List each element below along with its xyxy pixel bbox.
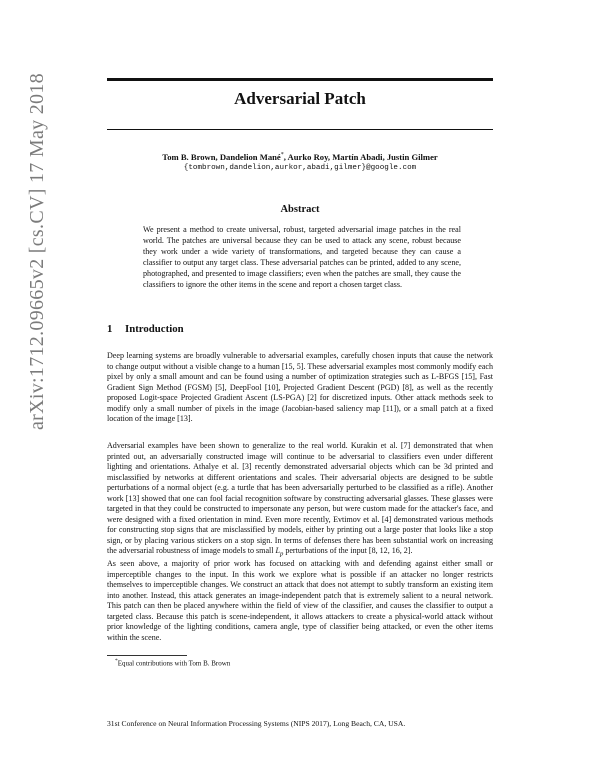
author-emails: {tombrown,dandelion,aurkor,abadi,gilmer}@google.com	[183, 164, 417, 172]
abstract-text: We present a method to create universal, robust, targeted adversarial image patches in the real world. The patches are universal because they can be used to attack any scene, robust because they work under a wide variety of transformations, and targeted because they can cause a classifier to output any target class. These adversarial patches can be printed, added to any scene, photographed, and presented to image classifiers; even when the patches are small, they cause the classifiers to ignore the other items in the scene and report a chosen target class.	[143, 225, 461, 289]
arxiv-stamp: arXiv:1712.09665v2 [cs.CV] 17 May 2018	[26, 73, 48, 430]
authors-first: Tom B. Brown, Dandelion Mané	[162, 152, 281, 162]
footnote	[115, 658, 230, 667]
author-footnote-mark: *	[280, 152, 284, 159]
paragraph-2-end: perturbations of the input [8, 12, 16, 2].	[283, 546, 413, 555]
section-heading	[107, 323, 184, 335]
lp-norm-symbol: L	[275, 546, 280, 555]
section-title: Introduction	[125, 323, 184, 335]
intro-paragraph-1: Deep learning systems are broadly vulnerable to adversarial examples, carefully chosen inputs that cause the network to change output without a visible change to a human [15, 5]. These adversarial examples most commonly modify each pixel by only a small amount and can be found using a number of optimization strategies such as L-BFGS [15], Fast Gradient Sign Method (FGSM) [5], DeepFool [10], Projected Gradient Descent (PGD) [8], as well as the recently proposed Logit-space Projected Gradient Ascent (LS-PGA) [2] for discretized inputs. Other attack methods seek to modify only a small number of pixels in the image (Jacobian-based saliency map [11]), or a small patch at a fixed location of the image [13].	[107, 351, 493, 423]
author-list	[0, 152, 600, 162]
footnote-mark: *	[115, 658, 118, 664]
paragraph-2-text: Adversarial examples have been shown to generalize to the real world. Kurakin et al. [7] demonstrated that when printed out, an adversarially constructed image will continue to be adversarial to classifiers even under different lighting and orientations. Athalye et al. [3] recently demonstrated adversarial objects which can be 3d printed and misclassified by networks at different orientations and scales. Their adversarial objects are designed to be subtle perturbations of a normal object (e.g. a turtle that has been adversarially perturbed to be classified as a rifle). Another work [13] showed that one can fool facial recognition software by constructing adversarial glasses. These glasses were targeted in that they could be constructed to impersonate any person, but were custom made for the attacker's face, and were designed with a fixed orientation in mind. Even more recently, Evtimov et al. [4] demonstrated various methods for constructing stop signs that are misclassified by models, either by printing out a large poster that looks like a stop sign, or by placing various stickers on a stop sign. In terms of defenses there has been substantial work on increasing the adversarial robustness of image models to small	[107, 441, 493, 555]
footnote-rule	[107, 655, 187, 656]
section-number: 1	[107, 323, 113, 335]
title-rule-top	[107, 78, 493, 81]
title-rule-bottom	[107, 129, 493, 130]
intro-paragraph-2	[107, 441, 493, 560]
lp-norm-subscript: p	[279, 550, 284, 558]
authors-rest: , Aurko Roy, Martín Abadi, Justin Gilmer	[283, 152, 438, 162]
intro-paragraph-3: As seen above, a majority of prior work has focused on attacking with and defending against either small or imperceptible changes to the input. In this work we explore what is possible if an attacker no longer restricts themselves to imperceptible changes. We construct an attack that does not attempt to subtly transform an existing item into another. Instead, this attack generates an image-independent patch that is extremely salient to a neural network. This patch can then be placed anywhere within the field of view of the classifier, and causes the classifier to output a targeted class. Because this patch is scene-independent, it allows attackers to create a physical-world attack without prior knowledge of the lighting conditions, camera angle, type of classifier being attacked, or even the other items within the scene.	[107, 559, 493, 642]
footnote-text: Equal contributions with Tom B. Brown	[117, 659, 231, 668]
conference-footer: 31st Conference on Neural Information Processing Systems (NIPS 2017), Long Beach, CA, USA.	[107, 719, 406, 728]
abstract-heading: Abstract	[280, 204, 320, 215]
paper-title: Adversarial Patch	[234, 89, 366, 108]
